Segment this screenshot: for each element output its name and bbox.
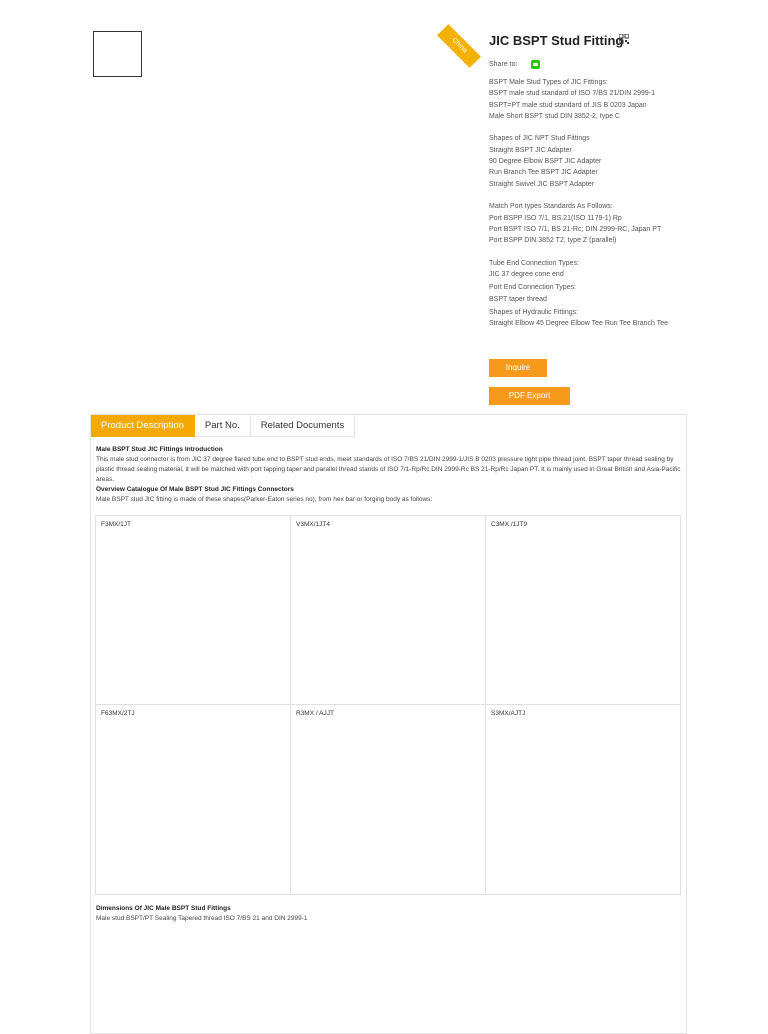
spec-group-stud-types	[489, 77, 689, 122]
spec-line: BSPT Male Stud Types of JIC Fittings:	[489, 79, 608, 86]
spec-line: Run Branch Tee BSPT JIC Adapter	[489, 169, 598, 177]
catalog-grid	[95, 515, 681, 895]
catalog-code: V3MX/1JT4	[296, 521, 330, 528]
dimensions-text: Male stud BSPT/PT Sealing Tapered thread ISO 7/BS 21 and DIN 2999-1	[96, 915, 308, 922]
description-content	[96, 445, 682, 505]
wechat-icon[interactable]	[531, 60, 540, 69]
product-title: JIC BSPT Stud Fitting	[489, 33, 624, 48]
spec-group-port-standards	[489, 201, 689, 246]
spec-line: Tube End Connection Types:	[489, 259, 579, 267]
intro-heading: Male BSPT Stud JIC Fittings Introduction	[96, 446, 223, 453]
spec-group-tube-end	[489, 258, 689, 281]
tab-part-no[interactable]: Part No.	[195, 415, 251, 437]
catalog-cell[interactable]	[291, 516, 486, 705]
spec-line: Straight Swivel JIC BSPT Adapter	[489, 180, 594, 188]
tab-product-description[interactable]: Product Description	[91, 415, 195, 437]
spec-line: Male Short BSPT stud DIN 3852-2, type C	[489, 112, 620, 120]
spec-line: Shapes of JIC NPT Stud Fittings	[489, 135, 590, 143]
overview-text: Male BSPT stud JIC fitting is made of these shapes(Parker-Eaton series no), from hex bar or forging body as follows:	[96, 496, 433, 503]
tab-related-documents[interactable]: Related Documents	[251, 415, 355, 437]
spec-line: Shapes of Hydraulic Fittings:	[489, 308, 579, 316]
spec-line: Match Port types Standards As Follows:	[489, 203, 613, 211]
spec-line: Port BSPP ISO 7/1, BS 21(ISO 1179-1) Rp	[489, 214, 622, 222]
spec-line: Port BSPP DIN 3852 T2, type Z (parallel)	[489, 237, 617, 245]
spec-line: BSPT taper thread	[489, 295, 547, 303]
spec-group-port-end	[489, 282, 689, 305]
overview-heading: Overview Catalogue Of Male BSPT Stud JIC Fittings Connectors	[96, 486, 294, 493]
catalog-cell[interactable]	[96, 705, 291, 894]
dimensions-heading: Dimensions Of JIC Male BSPT Stud Fittings	[96, 905, 231, 912]
spec-group-shapes	[489, 133, 689, 189]
qr-code-icon[interactable]	[619, 34, 629, 44]
spec-line: JIC 37 degree cone end	[489, 271, 564, 279]
pdf-export-button[interactable]: PDF Export	[489, 387, 570, 405]
spec-group-hydraulic-shapes	[489, 307, 689, 330]
catalog-code: F63MX/2TJ	[101, 710, 135, 717]
product-image[interactable]	[93, 31, 142, 77]
catalog-cell[interactable]	[291, 705, 486, 894]
catalog-cell[interactable]	[96, 516, 291, 705]
product-detail-panel	[90, 414, 687, 1034]
product-specs	[489, 77, 689, 341]
country-ribbon: China	[437, 24, 481, 68]
spec-line: Straight BSPT JIC Adapter	[489, 146, 572, 154]
spec-line: BSPT=PT male stud standard of JIS B 0203 Japan	[489, 101, 647, 109]
catalog-cell[interactable]	[486, 705, 680, 894]
dimensions-section	[96, 904, 682, 924]
catalog-code: R3MX / AJJT	[296, 710, 334, 717]
spec-line: Port BSPT ISO 7/1, BS 21-Rc; DIN 2999-RC, Japan PT	[489, 225, 662, 233]
spec-line: Port End Connection Types:	[489, 284, 577, 292]
spec-line: Straight Elbow 45 Degree Elbow Tee Run Tee Branch Tee	[489, 320, 669, 328]
detail-tabs	[91, 415, 355, 437]
share-label: Share to:	[489, 61, 518, 68]
inquire-button[interactable]: Inquire	[489, 359, 547, 377]
catalog-code: C3MX /1JT9	[491, 521, 528, 528]
catalog-code: S3MX/AJTJ	[491, 710, 526, 717]
catalog-code: F3MX/1JT	[101, 521, 131, 528]
intro-text: This male stud connector is from JIC 37 degree flared tube end to BSPT stud ends, meet standards of ISO 7/BS 21/DIN 2999-1/JIS B 0203 pressure tight pipe thread joint. BSPT taper thread sealing by plastic thread sealing material, it will be matched with port tapping taper and parallel thread stands of ISO 7/1-Rp/Rc DIN 2999-Rc BS 21-Rp/Rc Japan PT. It is mainly used in Great British and Asia-Pacific areas.	[96, 456, 681, 483]
spec-line: 90 Degree Elbow BSPT JIC Adapter	[489, 158, 602, 166]
catalog-cell[interactable]	[486, 516, 680, 705]
spec-line: BSPT male stud standard of ISO 7/BS 21/DIN 2999-1	[489, 90, 656, 98]
